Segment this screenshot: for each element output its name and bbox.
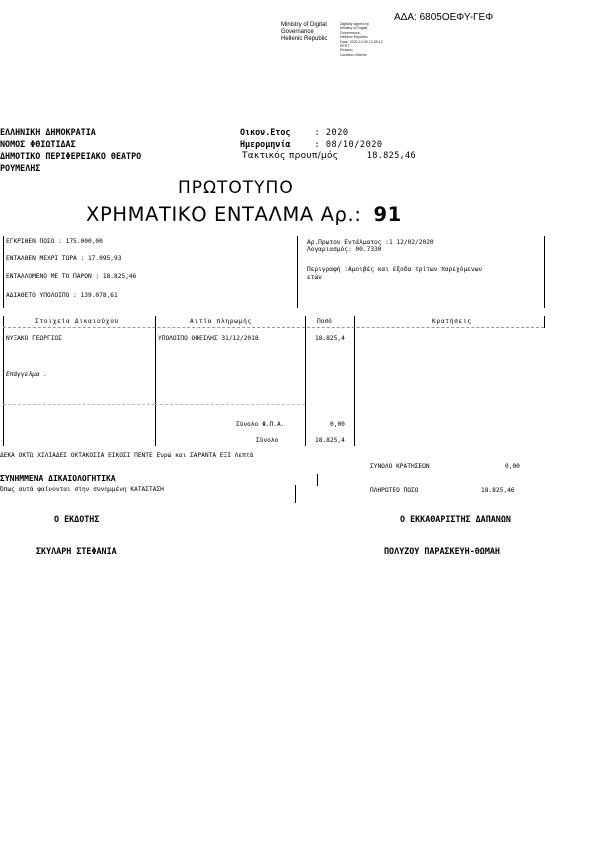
description-line: ετών bbox=[307, 274, 322, 281]
issued-so-far: ΕΝΤΑΛΘΕΝ ΜΕΧΡΙ ΤΩΡΑ : 17.095,93 bbox=[6, 255, 122, 262]
signature-detail: Governance, bbox=[340, 30, 361, 35]
table-header-rule bbox=[3, 327, 544, 328]
vat-total-label: Σύνολο Φ.Π.Α. bbox=[236, 421, 285, 428]
ministry-line: Governance bbox=[281, 29, 314, 35]
beneficiary-name: ΝΥΞΑΚΟ ΓΕΩΡΓΙΟΣ bbox=[6, 335, 62, 342]
signature-detail: Ministry of Digital bbox=[340, 26, 368, 31]
header-line: ΔΗΜΟΤΙΚΟ ΠΕΡΙΦΕΡΕΙΑΚΟ ΘΕΑΤΡΟ bbox=[0, 151, 142, 161]
signature-detail: Digitally signed by bbox=[340, 22, 369, 26]
description-line: Περιγραφή :Αμοιβές και έξοδα τρίτων παρεχόμενων bbox=[307, 266, 483, 273]
header-withholdings: Κρατήσεις bbox=[432, 318, 472, 325]
header-line: ΝΟΜΟΣ ΦΘΙΩΤΙΔΑΣ bbox=[0, 139, 76, 149]
table-border-right bbox=[544, 316, 545, 328]
grand-total-label: Σύνολο bbox=[256, 437, 279, 444]
payable-amount-label: ΠΛΗΡΩΤΕΟ ΠΟΣΟ bbox=[370, 487, 419, 494]
withholdings-total-value: 0,00 bbox=[505, 463, 520, 470]
attached-documents-note: Όπως αυτά φαίνονται στην συνημμένη ΚΑΤΑΣΤΑΣΗ bbox=[0, 486, 164, 493]
ministry-line: Ministry of Digital bbox=[281, 22, 327, 28]
signature-detail: Reason: bbox=[340, 48, 354, 53]
issuer-name: ΣΚΥΛΑΡΗ ΣΤΕΦΑΝΙΑ bbox=[36, 546, 117, 556]
account-code: Λογαριασμός: 00.7330 bbox=[307, 246, 382, 253]
budget-row bbox=[242, 151, 416, 161]
payment-cause: ΥΠΟΛΟΙΠΟ ΟΦΕΙΛΗΣ 31/12/2018 bbox=[158, 335, 259, 342]
payment-amount: 18.825,4 bbox=[315, 335, 345, 342]
header-beneficiary: Στοιχεία Δικαιούχου bbox=[35, 318, 120, 325]
budget-label: Τακτικός προυπ/μός bbox=[242, 151, 339, 161]
title-text: ΧΡΗΜΑΤΙΚΟ ΕΝΤΑΛΜΑ Αρ.: bbox=[86, 203, 362, 226]
remaining-balance: ΑΔΙΑΘΕΤΟ ΥΠΟΛΟΙΠΟ : 139.078,61 bbox=[6, 292, 118, 299]
inscribed-amount: ΕΓΚΡΙΘΕΝ ΠΟΣΟ : 175.000,00 bbox=[6, 238, 103, 245]
payable-divider bbox=[295, 485, 296, 503]
ada-code: ΑΔΑ: 6805ΟΕΦΥ-ΓΕΦ bbox=[394, 12, 494, 23]
withholdings-total-label: ΣΥΝΟΛΟ ΚΡΑΤΗΣΕΩΝ bbox=[370, 463, 430, 470]
fiscal-year-value: : 2020 bbox=[314, 128, 349, 138]
signature-detail: EEST bbox=[340, 44, 350, 49]
profession-label: Επάγγελμα . bbox=[6, 371, 47, 378]
table-divider bbox=[354, 316, 355, 446]
digital-signature-details bbox=[340, 22, 383, 57]
payment-order-title bbox=[86, 203, 402, 226]
issuer-title: Ο ΕΚΔΟΤΗΣ bbox=[54, 514, 100, 524]
row-rule bbox=[3, 404, 155, 405]
summary-middle-border bbox=[297, 236, 298, 308]
order-number: 91 bbox=[373, 203, 402, 226]
header-amount: Ποσό bbox=[317, 318, 332, 325]
attached-documents-heading: ΣΥΝΗΜΜΕΝΑ ΔΙΚΑΙΟΛΟΓΗΤΙΚΑ bbox=[0, 474, 116, 483]
summary-left-border bbox=[3, 236, 4, 308]
ministry-line: Hellenic Republic bbox=[281, 36, 328, 42]
date-value: : 08/10/2020 bbox=[314, 140, 383, 150]
clearer-title: Ο ΕΚΚΑΘΑΡΙΣΤΗΣ ΔΑΠΑΝΩΝ bbox=[400, 514, 511, 524]
vat-total-value: 0,00 bbox=[330, 421, 345, 428]
row-rule bbox=[155, 404, 305, 405]
budget-value: 18.825,46 bbox=[366, 151, 416, 161]
commitment-ref: Αρ.Πρωτου Εντάλματος :1 12/02/2020 bbox=[307, 239, 434, 246]
header-line: ΕΛΛΗΝΙΚΗ ΔΗΜΟΚΡΑΤΙΑ bbox=[0, 127, 96, 137]
table-divider bbox=[155, 316, 156, 446]
signature-detail: Date: 2020.10.08 13:38:12 bbox=[340, 39, 383, 44]
header-cause: Αιτία πληρωμής bbox=[190, 318, 252, 325]
summary-right-border bbox=[544, 236, 545, 308]
original-label: ΠΡΩΤΟΤΥΠΟ bbox=[178, 178, 294, 198]
amount-in-words: ΔΕΚΑ ΟΚΤΩ ΧΙΛΙΑΔΕΣ ΟΚΤΑΚΟΣΙΑ ΕΙΚΟΣΙ ΠΕΝΤΕ Ευρώ και ΣΑΡΑΝΤΑ ΕΞΙ Λεπτά bbox=[0, 452, 254, 459]
header-line: ΡΟΥΜΕΛΗΣ bbox=[0, 163, 41, 173]
signature-detail: Hellenic Republic bbox=[340, 35, 368, 40]
payable-amount-value: 18.825,46 bbox=[481, 487, 515, 494]
ministry-signature bbox=[281, 22, 327, 43]
date-label: Ημερομηνία bbox=[240, 139, 291, 149]
grand-total-value: 18.825,4 bbox=[315, 437, 345, 444]
issuer-header bbox=[0, 126, 141, 174]
issued-now: ΕΝΤΑΛΛΟΜΕΝΟ ΜΕ ΤΟ ΠΑΡΟΝ : 18.825,46 bbox=[6, 273, 137, 280]
clearer-name: ΠΟΛΥΖΟΥ ΠΑΡΑΣΚΕΥΗ-ΘΩΜΑΗ bbox=[384, 546, 500, 556]
table-border-left bbox=[3, 316, 4, 446]
table-divider bbox=[305, 316, 306, 446]
signature-detail: Location: Athens bbox=[340, 52, 367, 57]
attached-divider bbox=[317, 474, 318, 486]
fiscal-year-label: Οικον.Ετος bbox=[240, 127, 291, 137]
date-row bbox=[240, 138, 383, 151]
